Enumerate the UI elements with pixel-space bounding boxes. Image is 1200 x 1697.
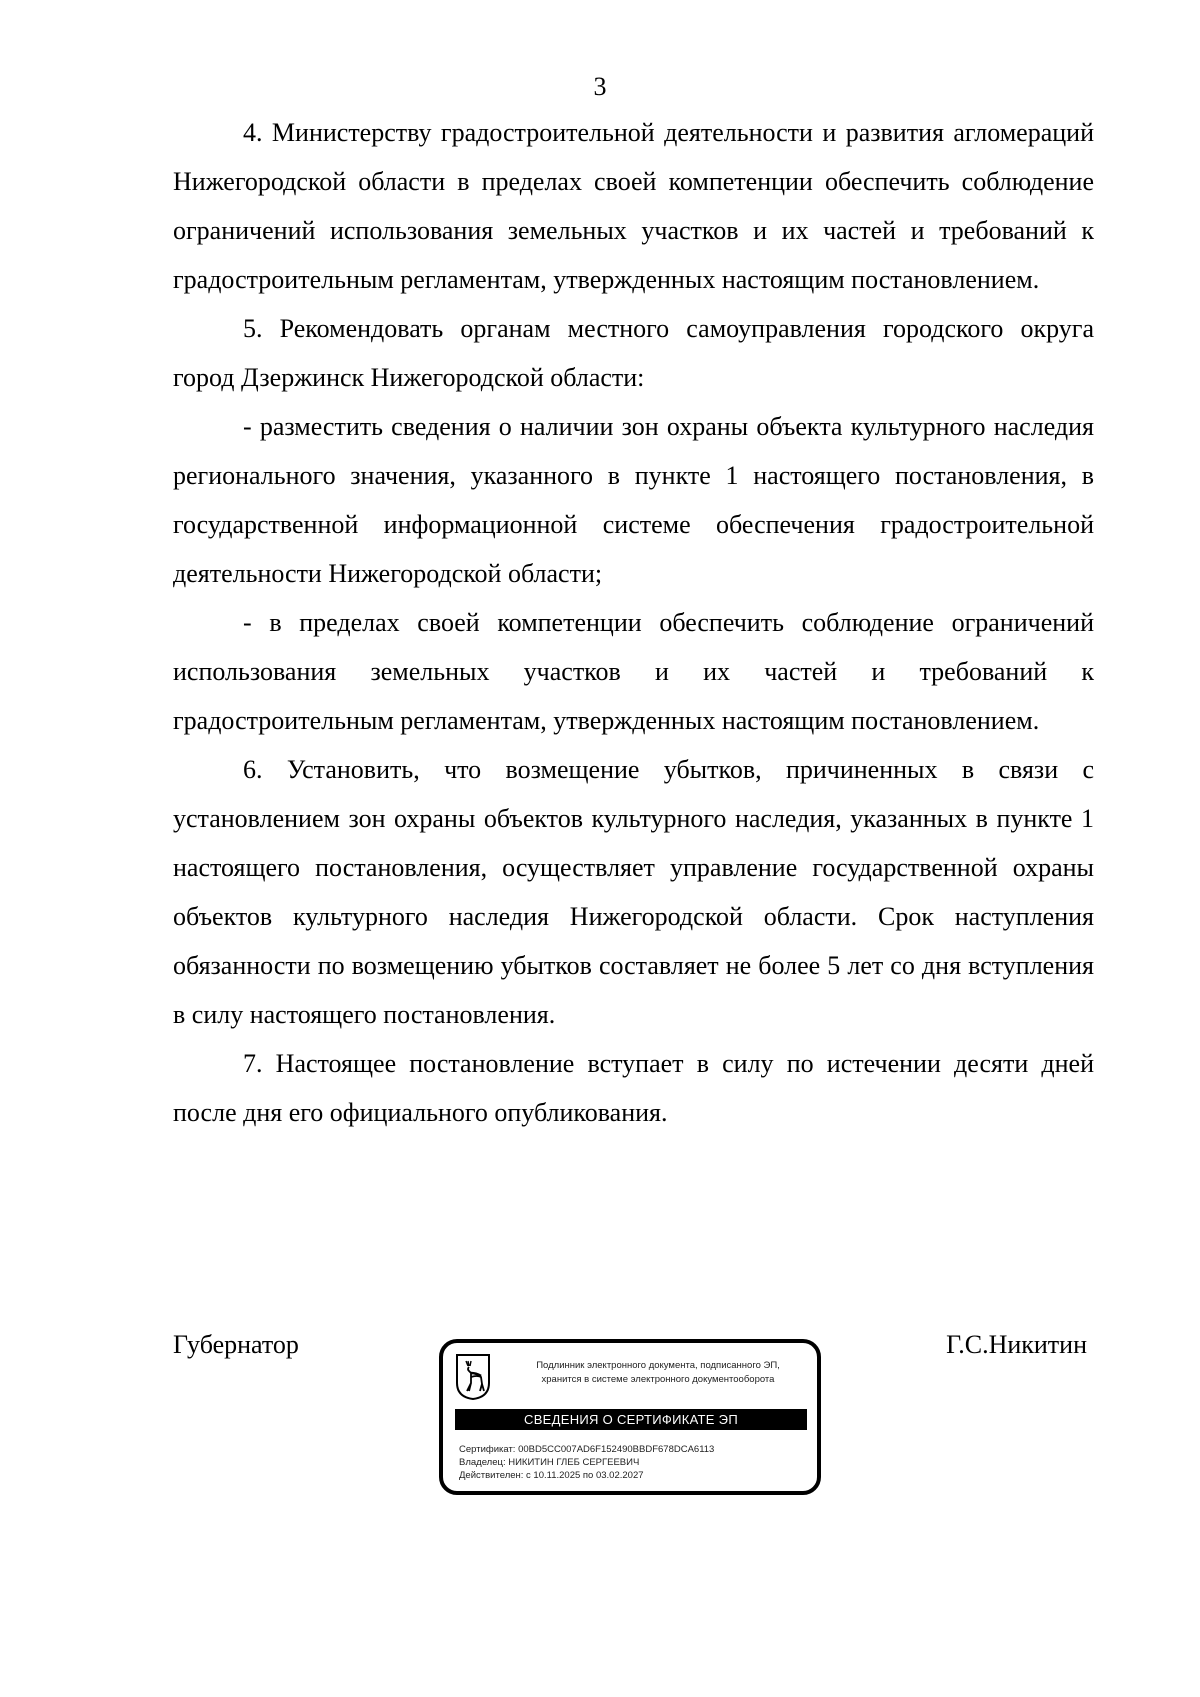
signer-name: Г.С.Никитин bbox=[946, 1330, 1087, 1359]
electronic-signature-stamp bbox=[439, 1339, 821, 1495]
paragraph-item-6: 6. Установить, что возмещение убытков, причиненных в связи с установлением зон охраны объектов культурного наследия, указанных в пункте 1 настоящего постановления, осуществляет управление государственной охраны объектов культурного наследия Нижегородской области. Срок наступления обязанности по возмещению убытков составляет не более 5 лет со дня вступления в силу настоящего постановления. bbox=[173, 755, 1094, 1029]
stamp-header-line: хранится в системе электронного документооборота bbox=[541, 1374, 775, 1385]
paragraph-subitem-5a: - разместить сведения о наличии зон охраны объекта культурного наследия регионального значения, указанного в пункте 1 настоящего постановления, в государственной информационной системе обеспечения градостроительной деятельности Нижегородской области; bbox=[173, 412, 1094, 588]
certificate-number: Сертификат: 00BD5CC007AD6F152490BBDF678DCA6113 bbox=[459, 1444, 715, 1455]
stamp-details bbox=[459, 1443, 809, 1482]
stamp-title: СВЕДЕНИЯ О СЕРТИФИКАТЕ ЭП bbox=[455, 1409, 807, 1430]
document-body bbox=[173, 108, 1094, 1137]
paragraph-item-7: 7. Настоящее постановление вступает в силу по истечении десяти дней после дня его официального опубликования. bbox=[173, 1049, 1094, 1127]
deer-coat-of-arms-icon bbox=[455, 1353, 491, 1401]
paragraph-item-5: 5. Рекомендовать органам местного самоуправления городского округа город Дзержинск Нижегородской области: bbox=[173, 314, 1094, 392]
paragraph-subitem-5b: - в пределах своей компетенции обеспечить соблюдение ограничений использования земельных участков и их частей и требований к градостроительным регламентам, утвержденных настоящим постановлением. bbox=[173, 608, 1094, 735]
certificate-owner: Владелец: НИКИТИН ГЛЕБ СЕРГЕЕВИЧ bbox=[459, 1457, 640, 1468]
signer-position: Губернатор bbox=[173, 1330, 299, 1359]
paragraph-item-4: 4. Министерству градостроительной деятельности и развития агломераций Нижегородской области в пределах своей компетенции обеспечить соблюдение ограничений использования земельных участков и их частей и требований к градостроительным регламентам, утвержденных настоящим постановлением. bbox=[173, 118, 1094, 294]
certificate-validity: Действителен: с 10.11.2025 по 03.02.2027 bbox=[459, 1470, 644, 1481]
stamp-header bbox=[503, 1359, 813, 1387]
page-number: 3 bbox=[593, 72, 607, 101]
stamp-header-line: Подлинник электронного документа, подписанного ЭП, bbox=[536, 1360, 780, 1371]
